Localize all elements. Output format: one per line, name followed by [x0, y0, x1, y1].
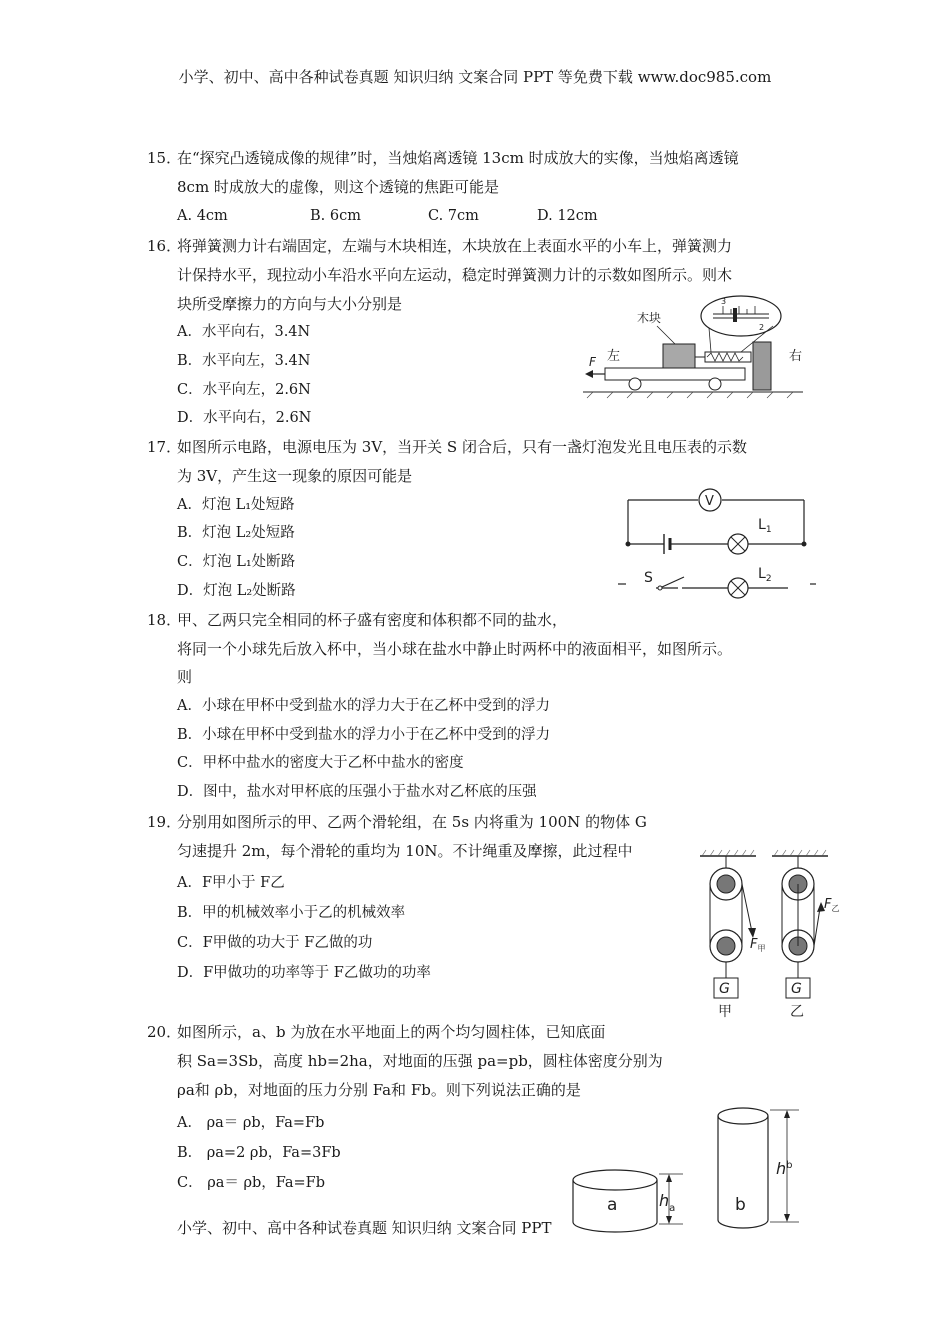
q19-pulley-figure [690, 848, 860, 1023]
page-footer: 小学、初中、高中各种试卷真题 知识归纳 文案合同 PPT [177, 1219, 552, 1237]
cylinder-b-label: b [735, 1195, 746, 1215]
q17-option-b: B．灯泡 L₂处短路 [177, 525, 295, 541]
q18-option-d: D．图中，盐水对甲杯底的压强小于盐水对乙杯底的压强 [177, 784, 537, 800]
scale-pointer [733, 308, 737, 322]
q20-line1: 20．如图所示，a、b 为放在水平地面上的两个均匀圆柱体，已知底面 [147, 1023, 606, 1041]
q15-option-b: B. 6cm [310, 208, 361, 224]
lamp-l1-label: $L_1$ [758, 517, 772, 535]
scale-top-label: 3 [721, 297, 727, 306]
magnifier-circle [701, 296, 781, 336]
q18-option-b: B．小球在甲杯中受到盐水的浮力小于在乙杯中受到的浮力 [177, 727, 551, 743]
q19-option-b: B．甲的机械效率小于乙的机械效率 [177, 905, 406, 921]
scale-bottom-label: 2 [759, 323, 765, 332]
spring-scale [705, 352, 751, 362]
q16-line3: 块所受摩擦力的方向与大小分别是 [177, 295, 403, 313]
q20-number: 20． [147, 1023, 182, 1041]
label-yi: 乙 [790, 1004, 804, 1020]
q19-option-a: A．F甲小于 F乙 [177, 875, 285, 891]
q15-option-c: C. 7cm [428, 208, 479, 224]
q15-option-a: A. 4cm [177, 208, 228, 224]
wood-block [663, 344, 695, 368]
q20-option-c: C． ρa＝ ρb，Fa=Fb [177, 1175, 326, 1191]
cart-wheel-left [629, 378, 641, 390]
q20-cylinder-figure [565, 1098, 820, 1238]
q16-option-d: D．水平向右，2.6N [177, 410, 312, 426]
q16-option-c: C．水平向左，2.6N [177, 382, 311, 398]
cylinder-b [718, 1108, 768, 1124]
wall [753, 342, 771, 390]
q16-number: 16． [147, 237, 182, 255]
height-label-a: $h_a$ [659, 1191, 676, 1214]
cart-wheel-right [709, 378, 721, 390]
q18-line2: 将同一个小球先后放入杯中，当小球在盐水中静止时两杯中的液面相平，如图所示。 [177, 640, 733, 658]
q15-option-d: D. 12cm [537, 208, 598, 224]
cylinder-a [573, 1170, 657, 1190]
q15-number: 15． [147, 149, 182, 167]
cart-body [605, 368, 745, 380]
switch-label: S [644, 570, 653, 586]
block-label: 木块 [637, 311, 662, 325]
q20-line2: 积 Sa=3Sb，高度 hb=2ha，对地面的压强 pa=pb，圆柱体密度分别为 [177, 1052, 663, 1070]
q17-option-a: A．灯泡 L₁处短路 [177, 497, 295, 513]
q18-line3: 则 [177, 668, 193, 686]
q18-line1: 18．甲、乙两只完全相同的杯子盛有密度和体积都不同的盐水， [147, 611, 568, 629]
q17-circuit-figure [612, 484, 822, 602]
q15-line2: 8cm 时成放大的虚像，则这个透镜的焦距可能是 [177, 178, 499, 196]
q17-line2: 为 3V，产生这一现象的原因可能是 [177, 467, 413, 485]
q20-option-b: B． ρa=2 ρb，Fa=3Fb [177, 1145, 341, 1161]
q20-line3: ρa和 ρb，对地面的压力分别 Fa和 Fb。则下列说法正确的是 [177, 1081, 581, 1099]
q17-option-c: C．灯泡 L₁处断路 [177, 554, 296, 570]
q16-line2: 计保持水平，现拉动小车沿水平向左运动，稳定时弹簧测力计的示数如图所示。则木 [177, 266, 733, 284]
q16-line1: 16．将弹簧测力计右端固定，左端与木块相连，木块放在上表面水平的小车上，弹簧测力 [147, 237, 733, 255]
lamp-l2-label: $L_2$ [758, 566, 772, 584]
q19-line2: 匀速提升 2m，每个滑轮的重均为 10N。不计绳重及摩擦，此过程中 [177, 842, 633, 860]
q15-line1: 15．在“探究凸透镜成像的规律”时，当烛焰离透镜 13cm 时成放大的实像，当烛焰离透镜 [147, 149, 739, 167]
page-header: 小学、初中、高中各种试卷真题 知识归纳 文案合同 PPT 等免费下载 www.doc985.com [178, 68, 772, 86]
q18-number: 18． [147, 611, 182, 629]
q19-option-c: C．F甲做的功大于 F乙做的功 [177, 935, 373, 951]
q18-option-c: C．甲杯中盐水的密度大于乙杯中盐水的密度 [177, 755, 464, 771]
force-label-jia: $F_甲$ [750, 937, 766, 953]
force-label: F [589, 355, 596, 369]
q17-number: 17． [147, 438, 182, 456]
right-label: 右 [789, 349, 803, 364]
force-label-yi: $F_乙$ [824, 897, 840, 913]
left-label: 左 [607, 349, 621, 364]
voltmeter-label: V [705, 494, 714, 509]
q17-option-d: D．灯泡 L₂处断路 [177, 583, 296, 599]
spring [707, 353, 743, 361]
switch [662, 577, 684, 587]
q19-number: 19． [147, 813, 182, 831]
weight-label-jia: G [719, 981, 730, 997]
q16-option-a: A．水平向右，3.4N [177, 324, 311, 340]
q16-cart-figure [583, 292, 813, 402]
height-label-b: $h^b$ [776, 1159, 793, 1178]
q19-option-d: D．F甲做功的功率等于 F乙做功的功率 [177, 965, 431, 981]
cylinder-a-label: a [607, 1195, 618, 1215]
q20-option-a: A． ρa＝ ρb，Fa=Fb [177, 1115, 325, 1131]
q18-option-a: A．小球在甲杯中受到盐水的浮力大于在乙杯中受到的浮力 [177, 698, 550, 714]
label-jia: 甲 [718, 1004, 732, 1020]
weight-label-yi: G [791, 981, 802, 997]
q16-option-b: B．水平向左，3.4N [177, 353, 311, 369]
q19-line1: 19．分别用如图所示的甲、乙两个滑轮组，在 5s 内将重为 100N 的物体 G [147, 813, 647, 831]
q17-line1: 17．如图所示电路，电源电压为 3V，当开关 S 闭合后，只有一盏灯泡发光且电压表的示数 [147, 438, 747, 456]
